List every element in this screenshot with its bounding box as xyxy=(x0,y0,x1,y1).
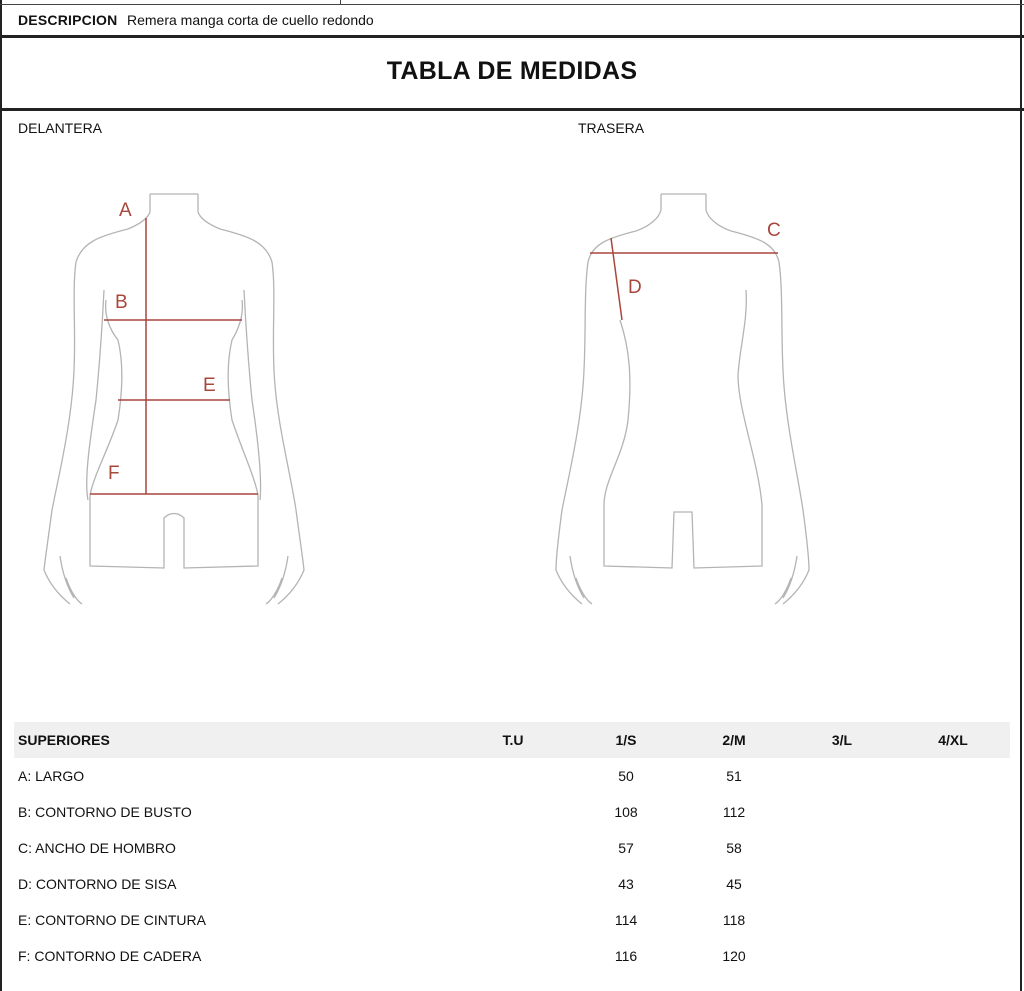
header-size-s: 1/S xyxy=(615,732,637,748)
description-label: DESCRIPCION xyxy=(18,12,118,28)
title-row xyxy=(0,38,1024,111)
cell-xl xyxy=(896,758,1010,794)
back-measure-lines xyxy=(590,238,778,320)
table-row xyxy=(14,866,1010,902)
cell-s: 116 xyxy=(614,948,638,964)
top-divider xyxy=(0,0,1024,5)
marker-a: A xyxy=(119,200,132,221)
row-label: C: ANCHO DE HOMBRO xyxy=(18,840,176,856)
cell-tu xyxy=(454,794,572,830)
cell-l xyxy=(788,830,896,866)
cell-xl xyxy=(896,866,1010,902)
size-table-header-row xyxy=(14,722,1010,758)
cell-tu xyxy=(454,830,572,866)
row-label: A: LARGO xyxy=(18,768,85,784)
cell-l xyxy=(788,938,896,974)
cell-m: 58 xyxy=(726,840,742,856)
cell-xl xyxy=(896,794,1010,830)
header-size-xl: 4/XL xyxy=(938,732,968,748)
cell-tu xyxy=(454,938,572,974)
size-table xyxy=(14,722,1010,974)
page-title: TABLA DE MEDIDAS xyxy=(386,56,638,85)
cell-s: 108 xyxy=(614,804,638,820)
cell-l xyxy=(788,758,896,794)
header-size-tu: T.U xyxy=(502,732,524,748)
marker-b: B xyxy=(115,292,128,313)
row-label: B: CONTORNO DE BUSTO xyxy=(18,804,192,820)
description-row xyxy=(0,0,1024,38)
marker-d: D xyxy=(628,277,642,298)
cell-s: 114 xyxy=(614,912,638,928)
cell-l xyxy=(788,794,896,830)
cell-tu xyxy=(454,866,572,902)
cell-m: 118 xyxy=(722,912,746,928)
front-body-diagram xyxy=(0,150,320,620)
front-body-outline xyxy=(44,194,304,604)
cell-l xyxy=(788,902,896,938)
cell-s: 50 xyxy=(618,768,634,784)
cell-xl xyxy=(896,830,1010,866)
cell-l xyxy=(788,866,896,902)
header-size-l: 3/L xyxy=(831,732,853,748)
table-row xyxy=(14,758,1010,794)
cell-tu xyxy=(454,758,572,794)
marker-c: C xyxy=(767,220,781,241)
table-row xyxy=(14,830,1010,866)
back-view-label: TRASERA xyxy=(578,120,645,136)
front-view-label: DELANTERA xyxy=(18,120,103,136)
measure-line-d xyxy=(611,238,622,320)
description-value: Remera manga corta de cuello redondo xyxy=(127,12,374,28)
cell-s: 57 xyxy=(618,840,634,856)
row-label: E: CONTORNO DE CINTURA xyxy=(18,912,206,928)
marker-f: F xyxy=(108,463,120,484)
top-divider-tick xyxy=(340,0,341,5)
back-body-diagram xyxy=(520,150,840,620)
header-size-m: 2/M xyxy=(722,732,746,748)
cell-s: 43 xyxy=(618,876,634,892)
table-row xyxy=(14,794,1010,830)
cell-m: 45 xyxy=(726,876,742,892)
cell-m: 112 xyxy=(722,804,746,820)
row-label: F: CONTORNO DE CADERA xyxy=(18,948,202,964)
marker-e: E xyxy=(203,375,216,396)
row-label: D: CONTORNO DE SISA xyxy=(18,876,177,892)
cell-tu xyxy=(454,902,572,938)
cell-m: 120 xyxy=(722,948,746,964)
header-superiores: SUPERIORES xyxy=(18,732,110,748)
front-measure-lines xyxy=(90,218,258,494)
cell-xl xyxy=(896,938,1010,974)
cell-xl xyxy=(896,902,1010,938)
back-body-outline xyxy=(556,194,809,604)
table-row xyxy=(14,938,1010,974)
cell-m: 51 xyxy=(726,768,742,784)
table-row xyxy=(14,902,1010,938)
